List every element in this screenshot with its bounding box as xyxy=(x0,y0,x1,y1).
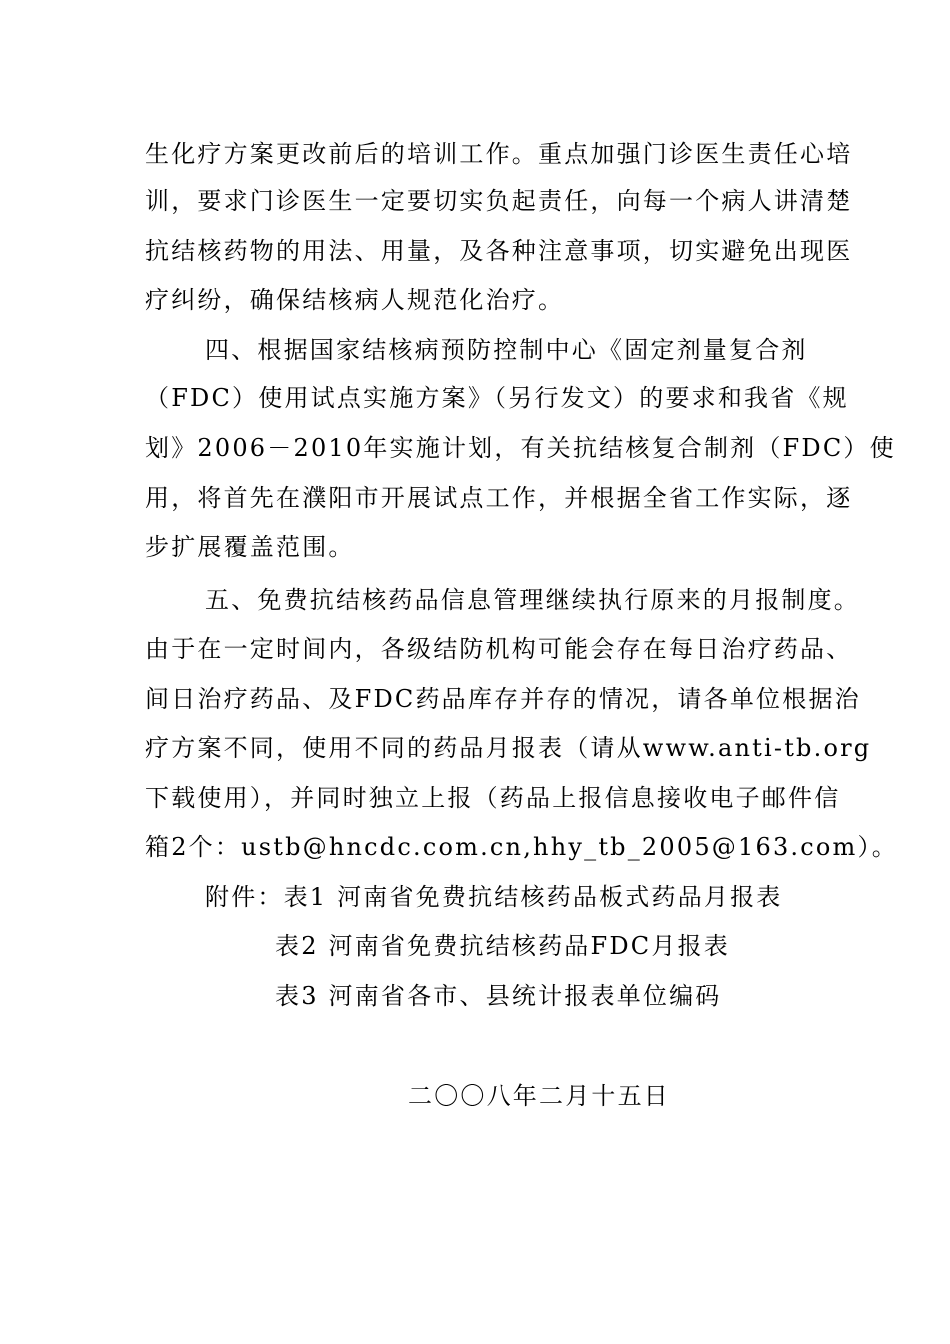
paragraph-line: 用，将首先在濮阳市开展试点工作，并根据全省工作实际，逐 xyxy=(145,484,853,512)
paragraph-line: 四、根据国家结核病预防控制中心《固定剂量复合剂 xyxy=(205,336,808,364)
paragraph-line: 疗纠纷，确保结核病人规范化治疗。 xyxy=(145,286,565,314)
paragraph-line: 划》2006－2010年实施计划，有关抗结核复合制剂（FDC）使 xyxy=(145,434,896,462)
paragraph-line: 步扩展覆盖范围。 xyxy=(145,533,355,561)
paragraph-line: 抗结核药物的用法、用量，及各种注意事项，切实避免出现医 xyxy=(145,237,853,265)
paragraph-line: 由于在一定时间内，各级结防机构可能会存在每日治疗药品、 xyxy=(145,635,853,663)
paragraph-line: 箱2个：ustb@hncdc.com.cn,hhy_tb_2005@163.com）。 xyxy=(145,833,898,861)
paragraph-line: 下载使用），并同时独立上报（药品上报信息接收电子邮件信 xyxy=(145,784,841,812)
attachment-item: 表1 河南省免费抗结核药品板式药品月报表 xyxy=(283,883,783,911)
attachment-label: 附件： xyxy=(205,883,284,911)
paragraph-line: 五、免费抗结核药品信息管理继续执行原来的月报制度。 xyxy=(205,586,860,614)
document-date: 二〇〇八年二月十五日 xyxy=(408,1082,670,1110)
attachment-line xyxy=(205,877,875,917)
paragraph-line: 生化疗方案更改前后的培训工作。重点加强门诊医生责任心培 xyxy=(145,140,853,168)
paragraph-line: 间日治疗药品、及FDC药品库存并存的情况，请各单位根据治 xyxy=(145,685,861,713)
paragraph-line: （FDC）使用试点实施方案》（另行发文）的要求和我省《规 xyxy=(145,384,849,412)
attachment-item: 表3 河南省各市、县统计报表单位编码 xyxy=(275,982,722,1010)
paragraph-line: 疗方案不同，使用不同的药品月报表（请从www.anti-tb.org xyxy=(145,734,872,762)
paragraph-line: 训，要求门诊医生一定要切实负起责任，向每一个病人讲清楚 xyxy=(145,187,853,215)
attachment-item: 表2 河南省免费抗结核药品FDC月报表 xyxy=(275,932,730,960)
